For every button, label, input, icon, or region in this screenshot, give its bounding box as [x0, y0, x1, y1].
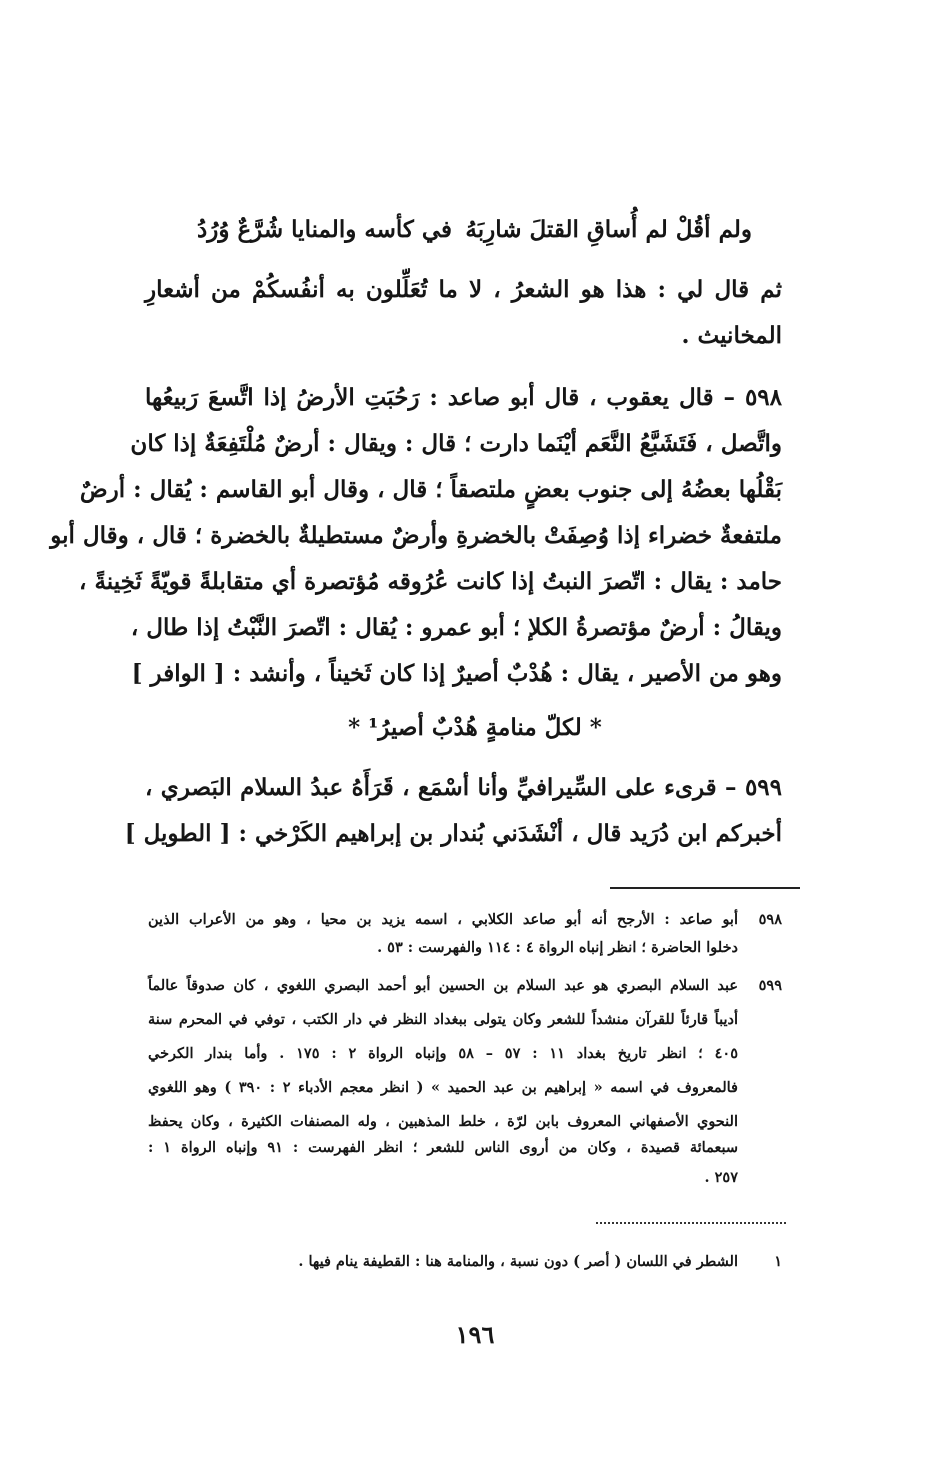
body-line: وهو من الأصير ، يقال : هُدْبٌ أصيرٌ إذا كان ثَخيناً ، وأنشد : [ الوافر ]: [131, 660, 782, 687]
verse-hemistich-right: ولم أقُلْ لم أُساقِ القتلَ شارِبَهُ: [465, 216, 752, 243]
body-line: أخبركم ابن دُرَيد قال ، أنْشَدَني بُندار بن إبراهيم الكَرْخي : [ الطويل ]: [124, 820, 782, 847]
page-number: ١٩٦: [455, 1320, 495, 1349]
body-line: ثم قال لي : هذا هو الشعرُ ، لا ما تُعَلِّلون به أنفُسكُمْ من أشعارِ: [145, 276, 782, 303]
footnote-line: أديباً قارئاً للقرآن منشداً للشعر وكان يتولى ببغداد النظر في دار الكتب ، توفي في المحرم سنة: [148, 1011, 738, 1028]
quoted-hemistich: * لكلّ منامةٍ هُدْبٌ أصيرُ¹ *: [348, 714, 602, 741]
body-line: بَقْلُها بعضُهُ إلى جنوب بعضٍ ملتصقاً ؛ قال ، وقال أبو القاسم : يُقال : أرضٌ: [79, 476, 782, 503]
footnote-line: ٤٠٥ ؛ انظر تاريخ بغداد ١١ : ٥٧ – ٥٨ وإنباه الرواة ٢ : ١٧٥ . وأما بندار الكرخي: [148, 1045, 738, 1062]
footnote-number: ٥٩٩: [758, 977, 782, 994]
footnote-line: فالمعروف في اسمه « إبراهيم بن عبد الحميد » ( انظر معجم الأدباء ٢ : ٣٩٠ ) وهو اللغوي: [148, 1079, 738, 1096]
verse-hemistich-left: في كأسه والمنايا شُرَّعٌ وُرُدُ: [197, 216, 453, 243]
body-line: حامد : يقال : اتّصرَ النبتُ إذا كانت عُرُوقه مُؤتصرة أي متقابلةً قويّةً ثَخِينةً ،: [79, 568, 782, 595]
note-separator: [596, 1222, 786, 1224]
footnote-separator: [610, 887, 800, 889]
footnote-line: أبو صاعد : الأرجح أنه أبو صاعد الكلابي ، اسمه يزيد بن محيا ، وهو من الأعراب الذين: [148, 911, 738, 928]
body-line: المخانيث .: [681, 322, 782, 349]
body-line: ويقالُ : أرضٌ مؤتصرةُ الكلإ ؛ أبو عمرو : يُقال : اتّصرَ النَّبْتُ إذا طال ،: [130, 614, 782, 641]
body-line: واتَّصل ، فَتَشَبَّعُ النَّعَم أيْنَما دارت ؛ قال : ويقال : أرضٌ مُلْتَفِعَةٌ إذا كان: [130, 430, 782, 457]
footnote-line: النحوي الأصفهاني المعروف بابن لرّة ، خلط المذهبين ، وله المصنفات الكثيرة ، وكان يحفظ: [148, 1113, 738, 1130]
verse-line: [197, 210, 752, 250]
footnote-line: سبعمائة قصيدة ، وكان من أروى الناس للشعر ؛ انظر الفهرست : ٩١ وإنباه الرواة ١ :: [148, 1139, 738, 1156]
note-number: ١: [774, 1253, 782, 1270]
body-line: ملتفعةٌ خضراء إذا وُصِفَتْ بالخضرةِ وأرضٌ مستطيلةٌ بالخضرة ؛ قال ، وقال أبو: [50, 522, 782, 549]
entry-599-heading-line: ٥٩٩ – قرىء على السِّيرافيِّ وأنا أسْمَع ، قَرَأَهُ عبدُ السلام البَصري ،: [145, 774, 782, 801]
footnote-number: ٥٩٨: [758, 911, 782, 928]
footnote-line: دخلوا الحاضرة ؛ انظر إنباه الرواة ٤ : ١١٤ والفهرست : ٥٣ .: [377, 939, 738, 956]
note-text: الشطر في اللسان ( أصر ) دون نسبة ، والمنامة هنا : القطيفة ينام فيها .: [298, 1253, 738, 1270]
footnote-line: ٢٥٧ .: [704, 1169, 738, 1186]
entry-598-heading-line: ٥٩٨ – قال يعقوب ، قال أبو صاعد : رَحُبَتِ الأرضُ إذا اتَّسعَ رَبيعُها: [145, 384, 782, 411]
footnote-line: عبد السلام البصري هو عبد السلام بن الحسين أبو أحمد البصري اللغوي ، كان صدوقاً عالماً: [148, 977, 738, 994]
